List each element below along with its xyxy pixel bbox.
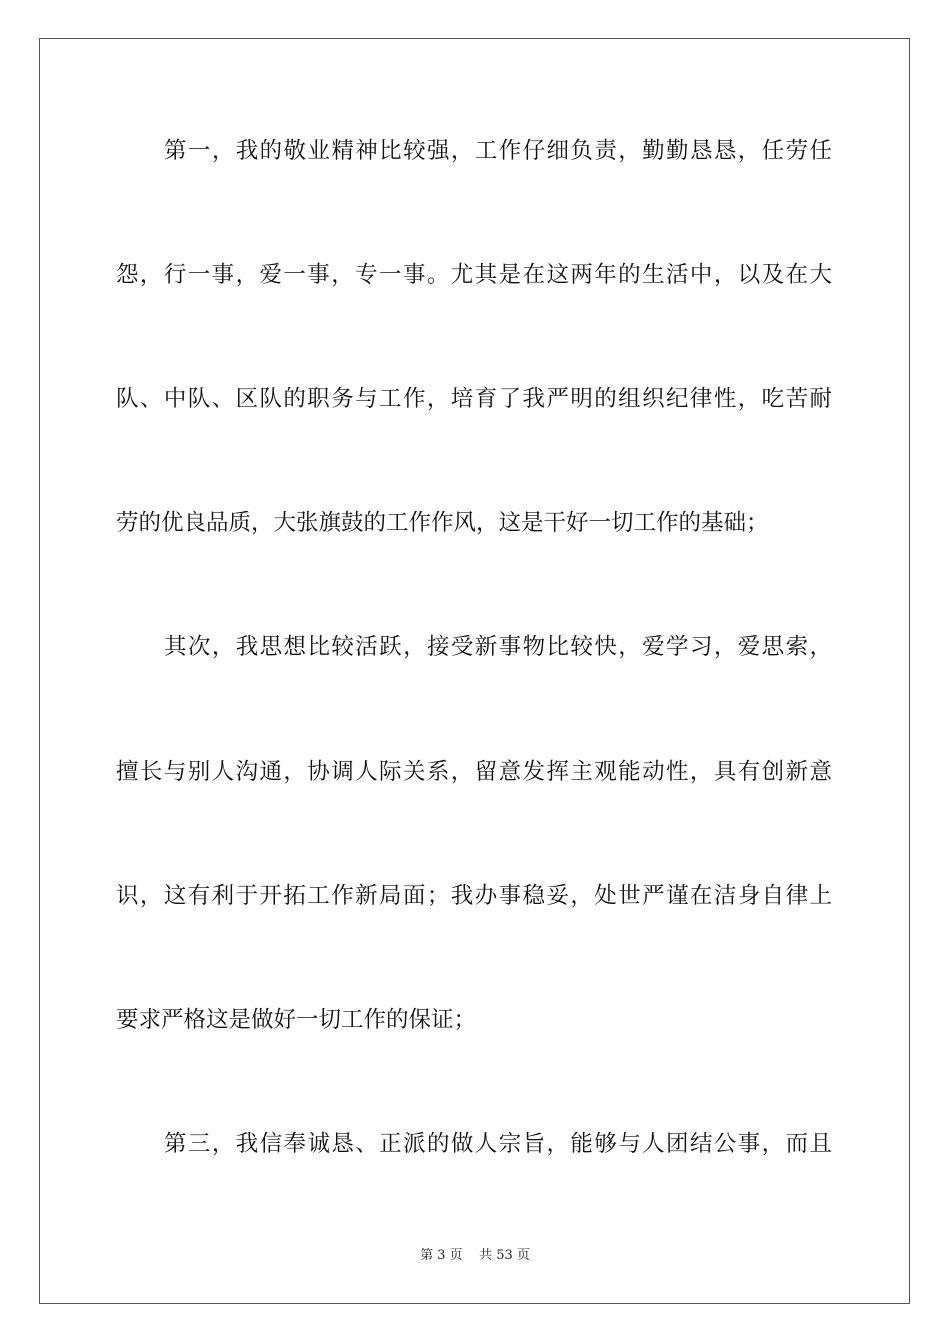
text-line: 擅长与别人沟通，协调人际关系，留意发挥主观能动性，具有创新意 — [116, 759, 832, 785]
text-line: 队、中队、区队的职务与工作，培育了我严明的组织纪律性，吃苦耐 — [116, 386, 832, 412]
text-line: 第三，我信奉诚恳、正派的做人宗旨，能够与人团结公事，而且 — [164, 1131, 832, 1157]
text-line: 第一，我的敬业精神比较强，工作仔细负责，勤勤恳恳，任劳任 — [164, 138, 832, 164]
text-line: 怨，行一事，爱一事，专一事。尤其是在这两年的生活中，以及在大 — [116, 262, 832, 288]
text-line: 劳的优良品质，大张旗鼓的工作作风，这是干好一切工作的基础； — [116, 510, 769, 536]
text-line: 识，这有利于开拓工作新局面；我办事稳妥，处世严谨在洁身自律上 — [116, 883, 832, 909]
text-line: 其次，我思想比较活跃，接受新事物比较快，爱学习，爱思索， — [164, 634, 832, 660]
page-border — [39, 38, 910, 1304]
page-number: 第 3 页 共 53 页 — [420, 1248, 530, 1263]
text-line: 要求严格这是做好一切工作的保证； — [116, 1007, 477, 1033]
